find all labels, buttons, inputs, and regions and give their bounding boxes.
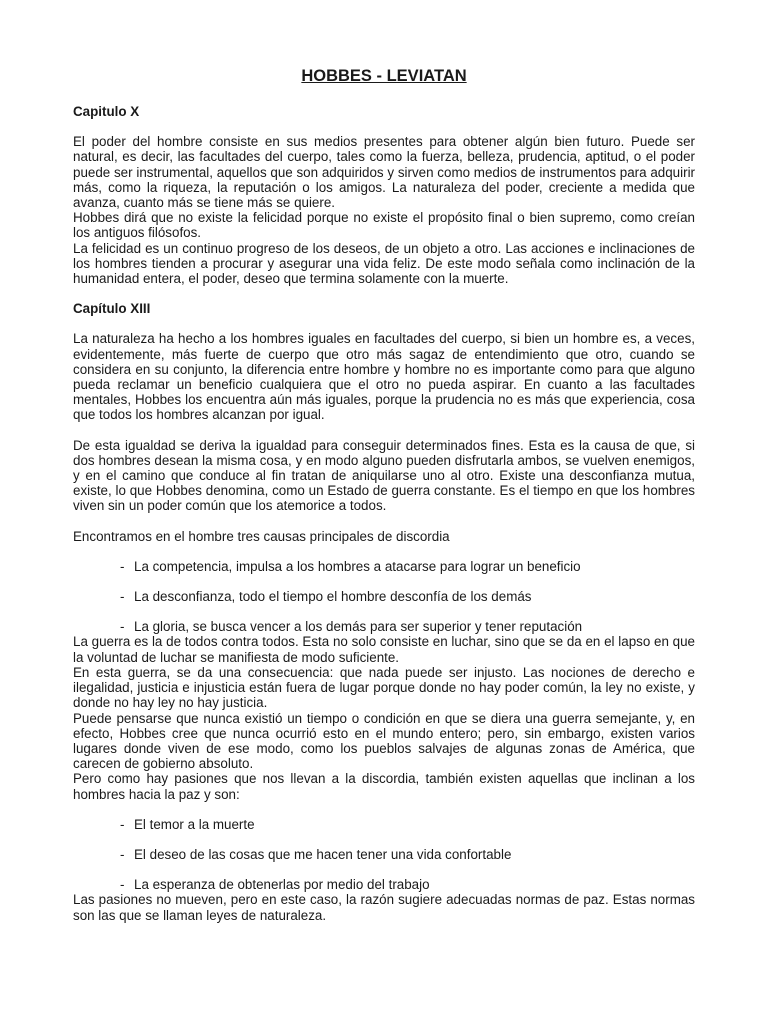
list-item-text: La desconfianza, todo el tiempo el hombre desconfía de los demás (134, 589, 532, 605)
list-item-text: El temor a la muerte (134, 816, 255, 832)
section-heading-capitulo-xiii: Capítulo XIII (73, 301, 151, 317)
list-marker: - (120, 589, 125, 605)
paragraph: La naturaleza ha hecho a los hombres iguales en facultades del cuerpo, si bien un hombre es, a veces, evidentemente, más fuerte de cuerpo que otro más sagaz de entendimiento que otro, cuando se considera en su conjunto, la diferencia entre hombre y hombre no es importante como para que alguno pueda reclamar un beneficio cualquiera que el otro no pueda aspirar. En cuanto a las facultades mentales, Hobbes los encuentra aún más iguales, porque la prudencia no es más que experiencia, cosa que todos los hombres alcanzan por igual. (73, 331, 695, 423)
list-item-text: La esperanza de obtenerlas por medio del trabajo (134, 877, 430, 893)
paragraph: En esta guerra, se da una consecuencia: que nada puede ser injusto. Las nociones de derecho e ilegalidad, justicia e injusticia están fuera de lugar porque donde no hay poder común, la ley no existe, y donde no hay ley no hay justicia. (73, 664, 695, 711)
list-marker: - (120, 846, 125, 862)
list-marker: - (120, 816, 125, 832)
list-item-text: La competencia, impulsa a los hombres a atacarse para lograr un beneficio (134, 558, 581, 574)
list-marker: - (120, 877, 125, 893)
paragraph: La felicidad es un continuo progreso de los deseos, de un objeto a otro. Las acciones e inclinaciones de los hombres tienden a procurar y asegurar una vida feliz. De este modo señala como inclinación de la humanidad entera, el poder, deseo que termina solamente con la muerte. (73, 240, 695, 287)
list-item-text: La gloria, se busca vencer a los demás para ser superior y tener reputación (134, 619, 583, 635)
paragraph: La guerra es la de todos contra todos. Esta no solo consiste en luchar, sino que se da en el lapso en que la voluntad de luchar se manifiesta de modo suficiente. (73, 634, 695, 665)
paragraph: Hobbes dirá que no existe la felicidad porque no existe el propósito final o bien supremo, como creían los antiguos filósofos. (73, 210, 695, 241)
paragraph: Las pasiones no mueven, pero en este caso, la razón sugiere adecuadas normas de paz. Estas normas son las que se llaman leyes de naturaleza. (73, 892, 695, 923)
paragraph: De esta igualdad se deriva la igualdad para conseguir determinados fines. Esta es la causa de que, si dos hombres desean la misma cosa, y en modo alguno pueden disfrutarla ambos, se vuelven enemigos, y en el camino que conduce al fin tratan de aniquilarse uno al otro. Existe una desconfianza mutua, existe, lo que Hobbes denomina, como un Estado de guerra constante. Es el tiempo en que los hombres viven sin un poder común que los atemorice a todos. (73, 437, 695, 514)
list-item-text: El deseo de las cosas que me hacen tener una vida confortable (134, 846, 512, 862)
paragraph: Puede pensarse que nunca existió un tiempo o condición en que se diera una guerra semejante, y, en efecto, Hobbes cree que nunca ocurrió esto en el mundo entero; pero, sin embargo, existen varios lugares donde viven de ese modo, como los pueblos salvajes de algunas zonas de América, que carecen de gobierno absoluto. (73, 710, 695, 772)
document-title: HOBBES - LEVIATAN (301, 67, 467, 85)
list-item (120, 817, 695, 832)
paragraph: El poder del hombre consiste en sus medios presentes para obtener algún bien futuro. Puede ser natural, es decir, las facultades del cuerpo, tales como la fuerza, belleza, prudencia, aptitud, o el poder puede ser instrumental, aquellos que son adquiridos y sirven como medios de instrumentos para adquirir más, como la riqueza, la reputación o los amigos. La naturaleza del poder, creciente a medida que avanza, cuanto más se tiene más se quiere. (73, 134, 695, 211)
paragraph: Encontramos en el hombre tres causas principales de discordia (73, 528, 450, 544)
list-marker: - (120, 619, 125, 635)
section-heading-capitulo-x: Capitulo X (73, 104, 140, 119)
list-marker: - (120, 558, 125, 574)
list-item (120, 559, 695, 574)
paragraph: Pero como hay pasiones que nos llevan a la discordia, también existen aquellas que inclinan a los hombres hacia la paz y son: (73, 771, 695, 802)
list-item (120, 589, 695, 604)
list-item (120, 619, 695, 634)
list-item (120, 877, 695, 892)
list-item (120, 847, 695, 862)
